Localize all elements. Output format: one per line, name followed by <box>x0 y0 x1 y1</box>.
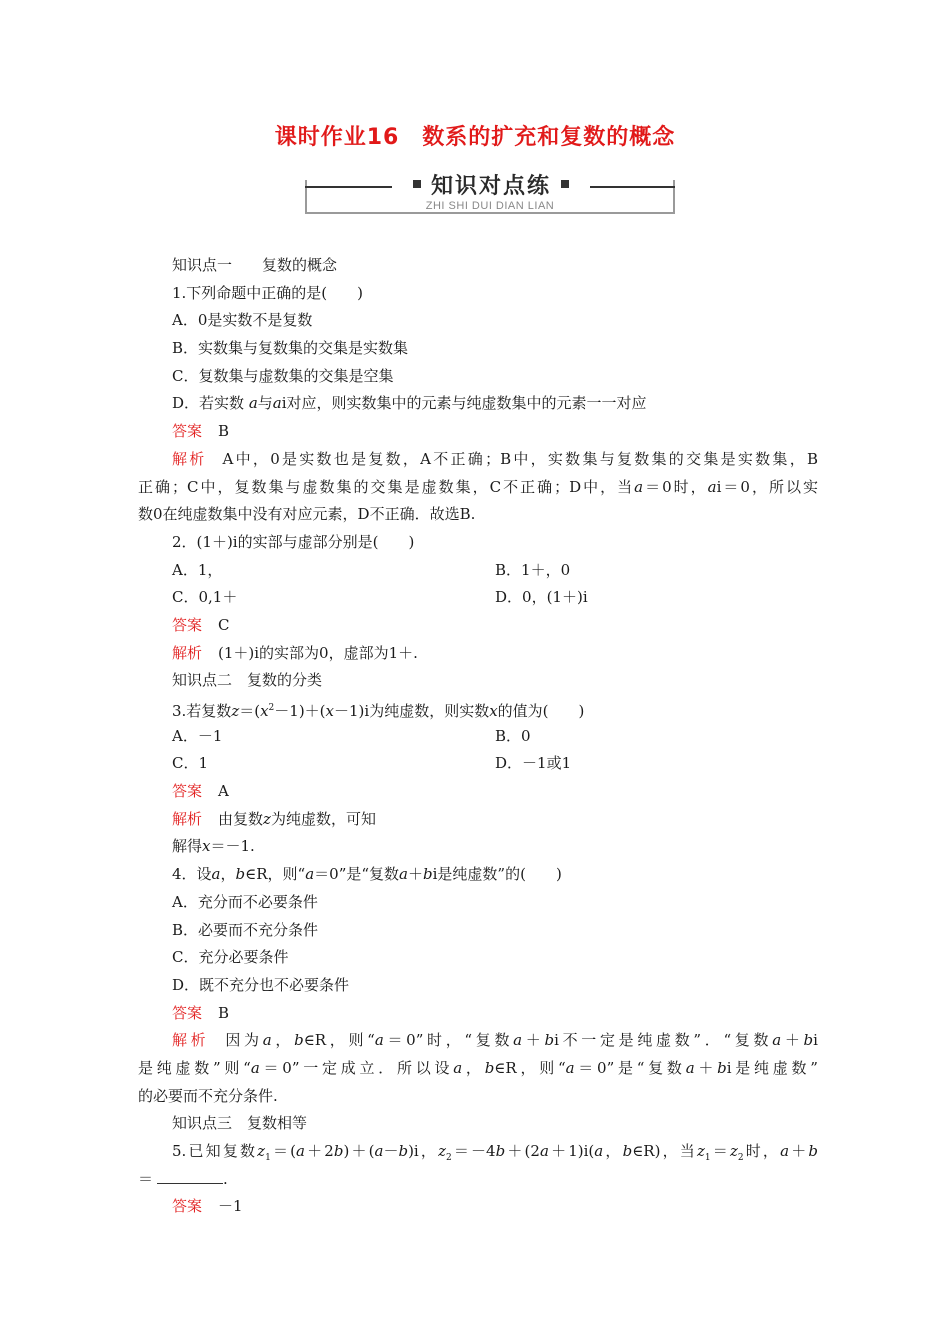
option-d: D．若实数 a与ai对应，则实数集中的元素与纯虚数集中的元素一一对应 <box>172 394 647 413</box>
answer-label: 答案 <box>172 615 203 634</box>
question-stem: 2．(1＋)i的实部与虚部分别是( ) <box>172 532 415 551</box>
explanation-label: 解析 <box>172 1031 210 1050</box>
explanation-line: 解析 因为a，b∈R，则“a＝0”时，“复数a＋bi不一定是纯虚数”．“复数a＋bi <box>172 1031 818 1050</box>
question-stem: 4．设a，b∈R，则“a＝0”是“复数a＋bi是纯虚数”的( ) <box>172 865 562 884</box>
option-a: A．1， <box>172 560 223 579</box>
section-banner <box>392 169 590 199</box>
square-bullet-icon <box>561 180 569 188</box>
option-b: B．实数集与复数集的交集是实数集 <box>172 339 409 358</box>
section-banner-subtitle: ZHI SHI DUI DIAN LIAN <box>425 200 555 212</box>
page-title: 课时作业16 数系的扩充和复数的概念 <box>274 125 676 150</box>
option-row <box>138 584 818 612</box>
option-d: D．－1或1 <box>495 754 572 773</box>
option-b: B．0 <box>495 726 531 745</box>
knowledge-point-heading: 知识点一 复数的概念 <box>172 256 338 274</box>
option-c: C．复数集与虚数集的交集是空集 <box>172 366 394 385</box>
knowledge-point-heading: 知识点二 复数的分类 <box>172 671 323 690</box>
answer-line: 答案 －1 <box>172 1197 243 1216</box>
option-c: C．1 <box>172 754 209 773</box>
answer-line: 答案 C <box>172 615 230 634</box>
question-stem: 3.若复数$z=(x^2-1)+(x-1)i$为纯虚数，则实数x的值为( ) <box>172 702 585 720</box>
answer-blank[interactable] <box>157 1167 223 1184</box>
option-b: B．1＋，0 <box>495 560 571 579</box>
answer-label: 答案 <box>172 782 203 801</box>
explanation-line: 解析 (1＋)i的实部为0，虚部为1＋. <box>172 643 418 662</box>
explanation-line: 的必要而不充分条件. <box>138 1086 278 1105</box>
answer-line: 答案 B <box>172 1003 230 1022</box>
explanation-label: 解析 <box>172 643 203 662</box>
option-a: A．0是实数不是复数 <box>172 311 313 330</box>
question-stem: ＝ . <box>138 1166 818 1194</box>
option-a: A．充分而不必要条件 <box>172 892 318 911</box>
option-c: C．0,1＋ <box>172 588 238 607</box>
answer-label: 答案 <box>172 422 203 441</box>
knowledge-point-heading: 知识点三 复数相等 <box>172 1114 308 1133</box>
question-stem: 5.已知复数$z_1=(a+2b)+(a-b)i$，$z_2=-4b+(2a+1)i(a$，b∈R)，当$z_1=z_2$时，a＋b <box>172 1142 819 1163</box>
option-b: B．必要而不充分条件 <box>172 920 319 939</box>
option-row <box>138 723 818 751</box>
answer-label: 答案 <box>172 1197 203 1216</box>
explanation-line: 数0在纯虚数集中没有对应元素，D不正确．故选B. <box>138 505 476 524</box>
option-c: C．充分必要条件 <box>172 948 289 967</box>
answer-label: 答案 <box>172 1003 203 1022</box>
section-banner-title: 知识对点练 <box>430 173 551 199</box>
option-row <box>138 557 818 585</box>
option-d: D．0，(1＋)i <box>495 588 588 607</box>
explanation-line: 解得x＝－1. <box>172 837 255 856</box>
explanation-line: 正确；C中，复数集与虚数集的交集是虚数集，C不正确；D中，当a＝0时，ai＝0，所以实 <box>138 477 819 496</box>
explanation-line: 是纯虚数”则“a＝0”一定成立．所以设a，b∈R，则“a＝0”是“复数a＋bi是纯虚数” <box>138 1058 818 1077</box>
explanation-label: 解析 <box>172 809 203 828</box>
explanation-label: 解析 <box>172 449 207 468</box>
option-a: A．－1 <box>172 726 223 745</box>
exercise-body <box>138 252 818 1221</box>
option-d: D．既不充分也不必要条件 <box>172 975 350 994</box>
option-row <box>138 750 818 778</box>
square-bullet-icon <box>413 180 421 188</box>
answer-line: 答案 A <box>172 782 229 801</box>
question-stem: 1.下列命题中正确的是( ) <box>172 283 364 302</box>
answer-line: 答案 B <box>172 422 230 441</box>
explanation-line: 解析 由复数z为纯虚数，可知 <box>172 809 376 828</box>
explanation-line: 解析 A中，0是实数也是复数，A不正确；B中，实数集与复数集的交集是实数集，B <box>172 449 818 468</box>
